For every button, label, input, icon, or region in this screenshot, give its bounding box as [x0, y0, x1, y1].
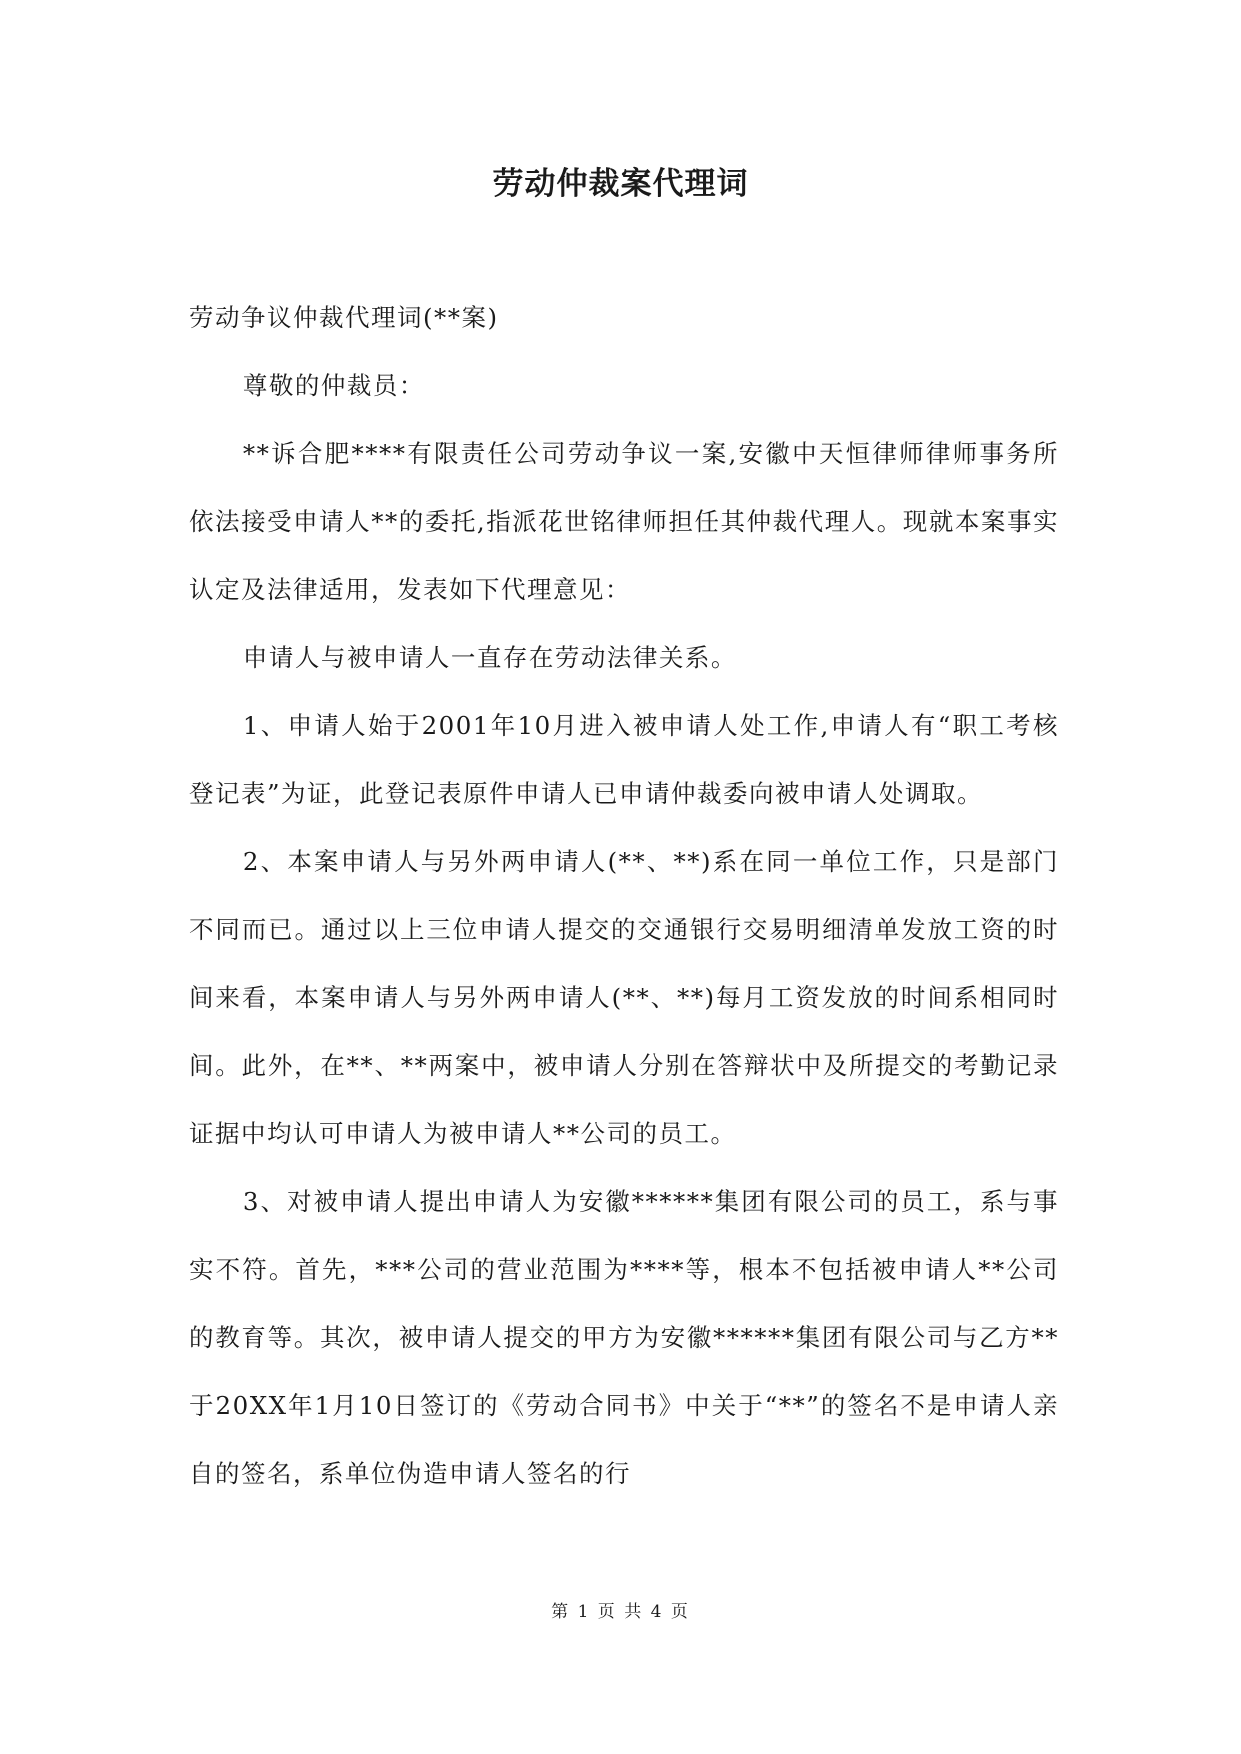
document-title: 劳动仲裁案代理词	[492, 166, 749, 202]
point-3-paragraph: 3、对被申请人提出申请人为安徽******集团有限公司的员工，系与事实不符。首先，***公司的营业范围为****等，根本不包括被申请人**公司的教育等。其次，被申请人提交的甲方为安徽******集团有限公司与乙方**于20XX年1月10日签订的《劳动合同书》中关于“**”的签名不是申请人亲自的签名，系单位伪造申请人签名的行	[189, 1187, 1059, 1488]
page-number-footer: 第 1 页 共 4 页	[551, 1602, 690, 1622]
point-2-paragraph: 2、本案申请人与另外两申请人(**、**)系在同一单位工作，只是部门不同而已。通过以上三位申请人提交的交通银行交易明细清单发放工资的时间来看，本案申请人与另外两申请人(**、**)每月工资发放的时间系相同时间。此外，在**、**两案中，被申请人分别在答辩状中及所提交的考勤记录证据中均认可申请人为被申请人**公司的员工。	[189, 847, 1059, 1148]
intro-paragraph: **诉合肥****有限责任公司劳动争议一案,安徽中天恒律师律师事务所依法接受申请人**的委托,指派花世铭律师担任其仲裁代理人。现就本案事实认定及法律适用，发表如下代理意见：	[189, 439, 1059, 604]
document-body	[189, 284, 1059, 1508]
case-heading: 劳动争议仲裁代理词(**案)	[189, 303, 499, 332]
salutation: 尊敬的仲裁员：	[242, 371, 425, 400]
relationship-statement: 申请人与被申请人一直存在劳动法律关系。	[242, 643, 737, 672]
point-1-paragraph: 1、申请人始于2001年10月进入被申请人处工作,申请人有“职工考核登记表”为证，此登记表原件申请人已申请仲裁委向被申请人处调取。	[189, 711, 1059, 808]
